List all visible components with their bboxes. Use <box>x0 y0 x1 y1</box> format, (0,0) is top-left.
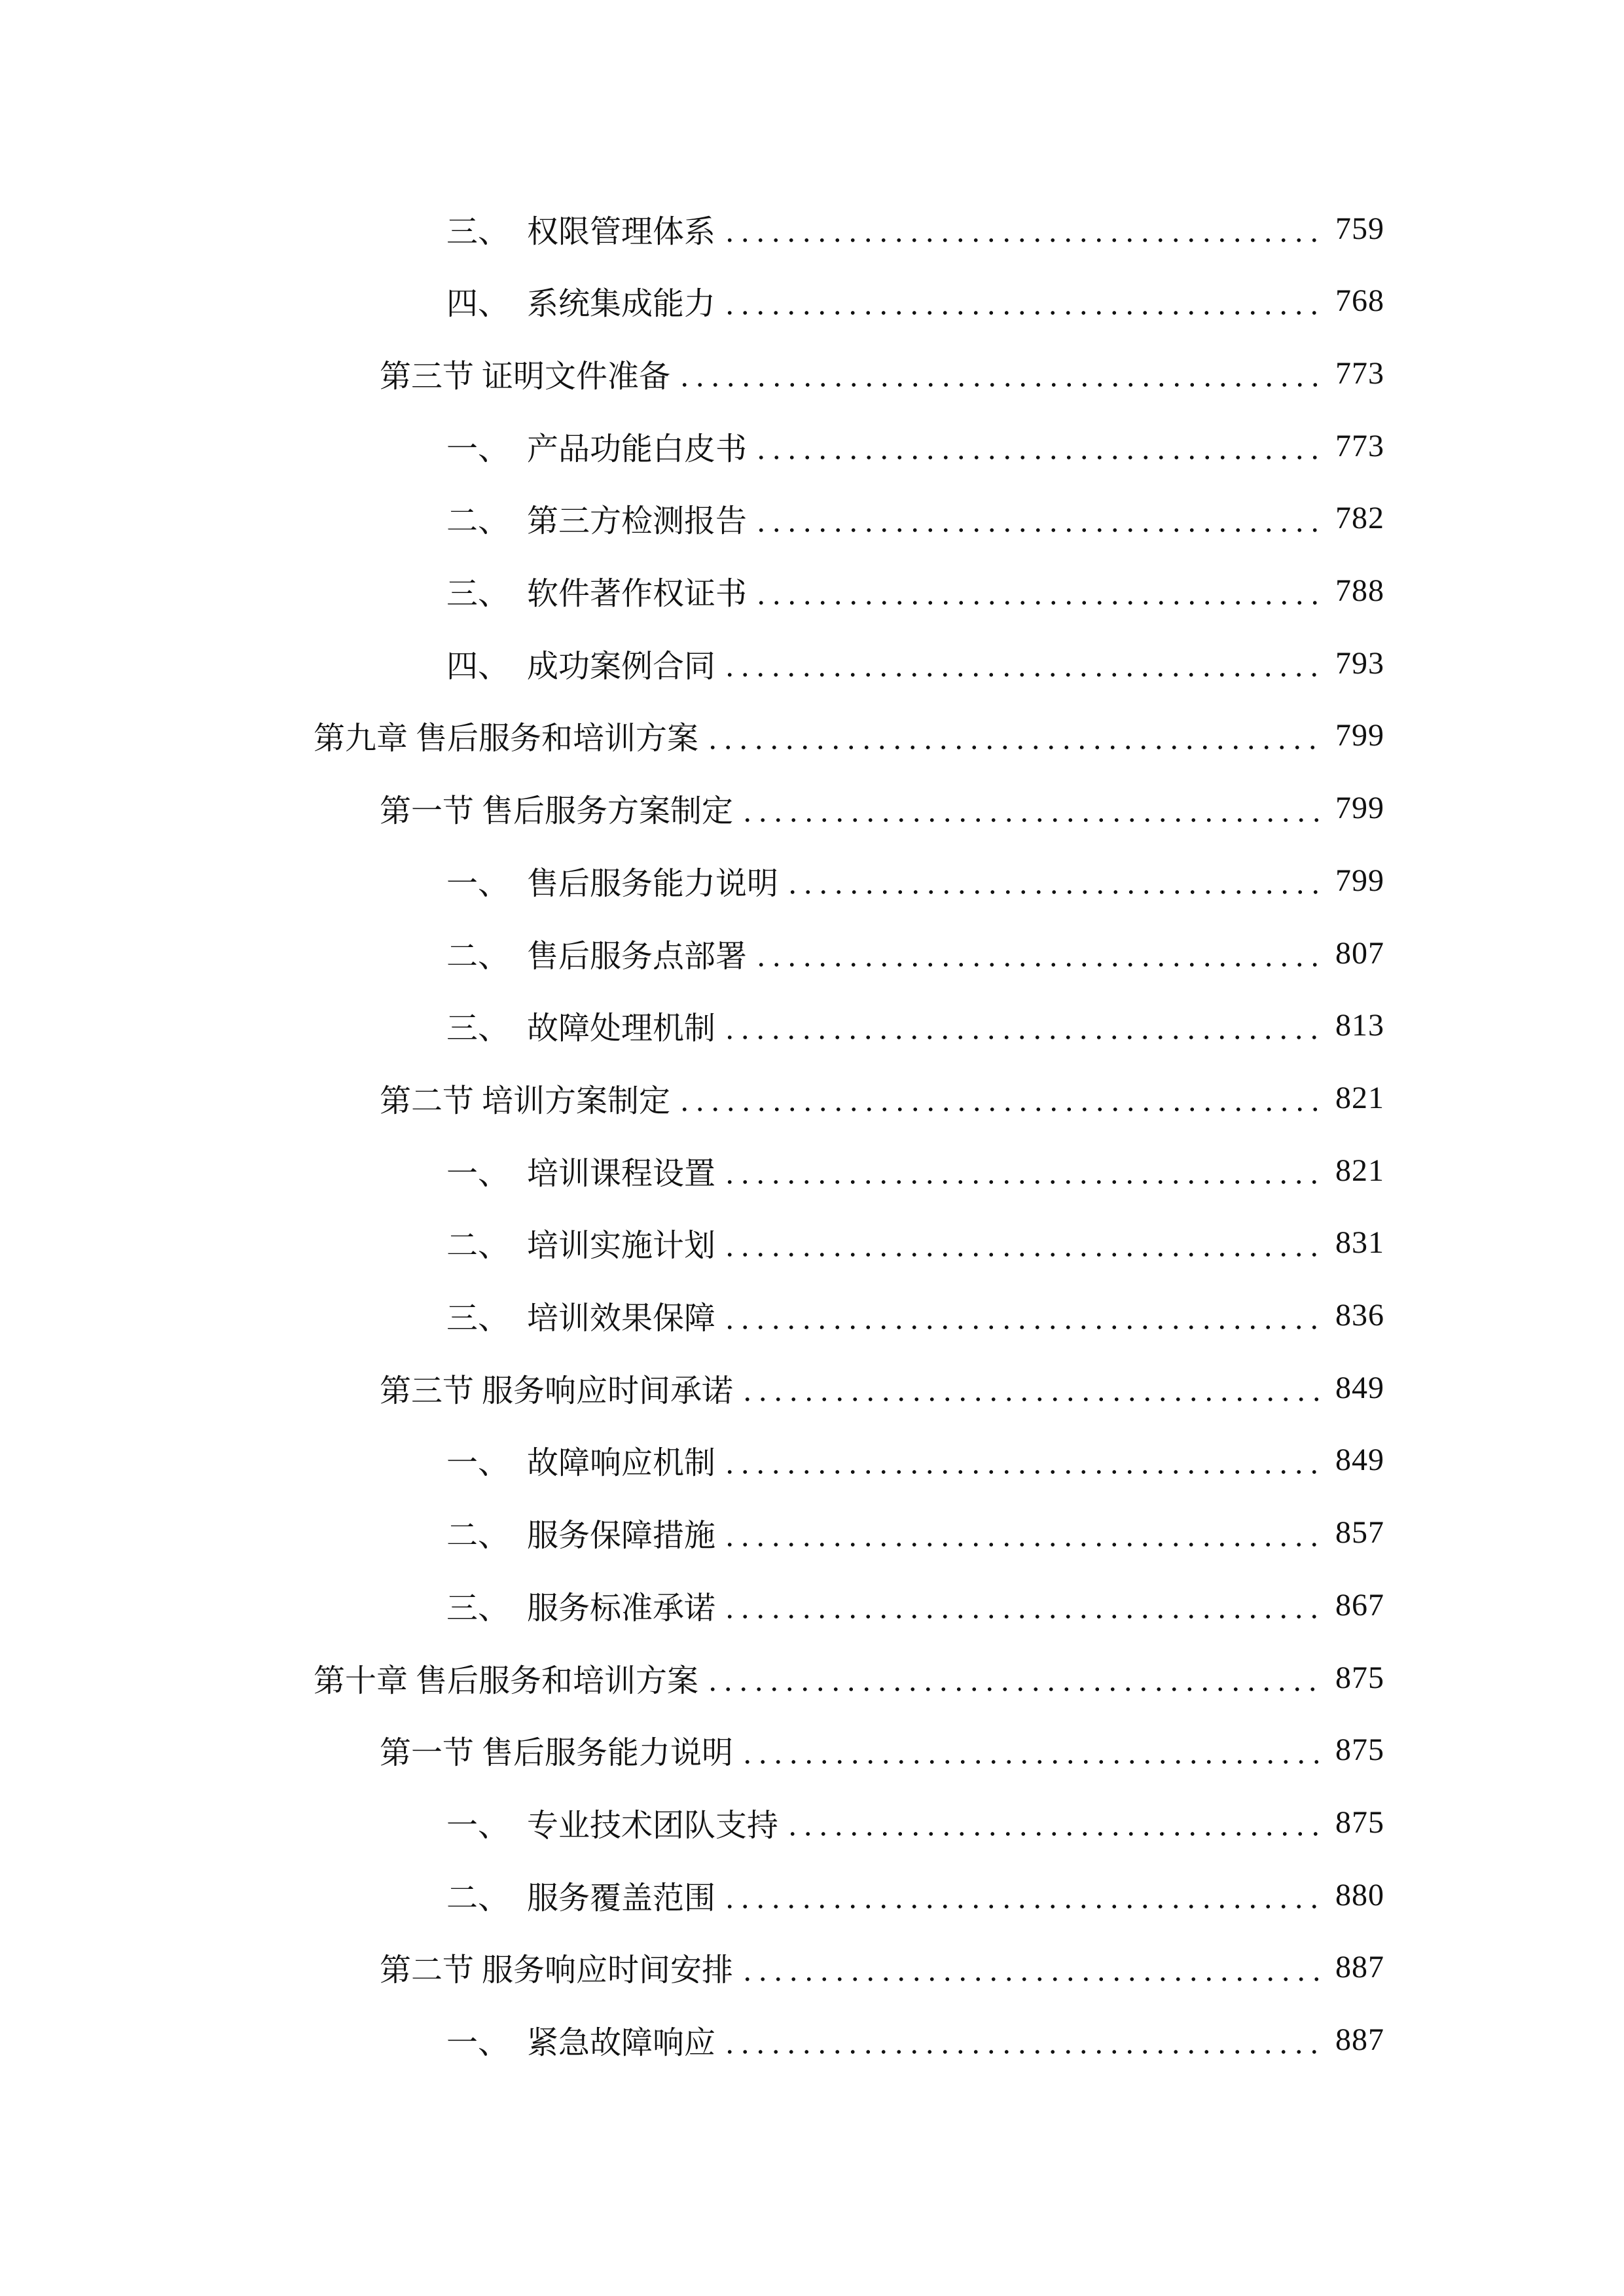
toc-entry[interactable] <box>0 1507 1384 1559</box>
toc-entry-title: 售后服务能力说明 <box>527 866 779 901</box>
toc-entry[interactable] <box>0 854 1384 906</box>
toc-entry[interactable] <box>0 927 1384 979</box>
toc-entry-number: 二、 <box>446 1880 510 1916</box>
dot-leader <box>785 1806 1326 1838</box>
toc-entry-title: 第二节 服务响应时间安排 <box>380 1953 734 1988</box>
toc-entry-page: 799 <box>1335 863 1384 898</box>
toc-entry-page: 880 <box>1335 1877 1384 1912</box>
dot-leader <box>753 503 1326 534</box>
dot-leader <box>740 1372 1326 1403</box>
toc-entry-number: 三、 <box>446 214 510 249</box>
toc-entry-number: 二、 <box>446 1518 510 1554</box>
toc-entry-page: 831 <box>1335 1225 1384 1261</box>
toc-entry-title: 产品功能白皮书 <box>527 431 748 467</box>
dot-leader <box>705 1662 1326 1693</box>
dot-leader <box>677 1082 1326 1113</box>
toc-entry-number: 一、 <box>446 2026 510 2060</box>
dot-leader <box>722 1300 1326 1331</box>
toc-entry-number: 三、 <box>446 577 510 611</box>
toc-entry-title: 第九章 售后服务和培训方案 <box>314 721 699 757</box>
dot-leader <box>705 720 1326 751</box>
toc-entry-page: 788 <box>1335 573 1384 608</box>
dot-leader <box>722 1879 1326 1910</box>
toc-entry[interactable] <box>0 1434 1384 1486</box>
dot-leader <box>722 1227 1326 1259</box>
dot-leader <box>722 1589 1326 1621</box>
toc-entry[interactable] <box>0 1724 1384 1776</box>
toc-entry-page: 807 <box>1335 935 1384 971</box>
toc-entry-number: 四、 <box>446 649 510 684</box>
toc-entry-number: 二、 <box>446 939 510 974</box>
dot-leader <box>722 213 1326 244</box>
toc-entry[interactable] <box>0 1869 1384 1921</box>
toc-entry-title: 第三节 服务响应时间承诺 <box>380 1373 734 1408</box>
dot-leader <box>740 793 1326 824</box>
toc-entry[interactable] <box>0 202 1384 255</box>
toc-entry-title: 系统集成能力 <box>527 287 716 322</box>
dot-leader <box>753 937 1326 969</box>
toc-entry-title: 紧急故障响应 <box>527 2026 716 2060</box>
toc-entry[interactable] <box>0 275 1384 327</box>
toc-entry[interactable] <box>0 1071 1384 1124</box>
toc-entry-title: 服务保障措施 <box>527 1518 716 1554</box>
toc-entry-page: 799 <box>1335 718 1384 753</box>
toc-entry-page: 768 <box>1335 283 1384 319</box>
toc-entry-page: 849 <box>1335 1443 1384 1478</box>
dot-leader <box>740 1734 1326 1766</box>
toc-entry-page: 836 <box>1335 1298 1384 1333</box>
dot-leader <box>722 1444 1326 1476</box>
toc-entry-number: 一、 <box>446 866 510 901</box>
toc-entry[interactable] <box>0 420 1384 472</box>
toc-entry-title: 成功案例合同 <box>527 649 716 684</box>
toc-entry-page: 773 <box>1335 355 1384 391</box>
toc-entry-page: 799 <box>1335 791 1384 826</box>
toc-entry[interactable] <box>0 492 1384 545</box>
toc-entry-title: 软件著作权证书 <box>527 577 748 611</box>
toc-entry[interactable] <box>0 1217 1384 1269</box>
toc-entry[interactable] <box>0 637 1384 689</box>
dot-leader <box>722 2024 1326 2056</box>
toc-entry[interactable] <box>0 782 1384 834</box>
dot-leader <box>722 1155 1326 1186</box>
dot-leader <box>722 285 1326 317</box>
toc-entry-page: 813 <box>1335 1008 1384 1043</box>
toc-entry-title: 售后服务点部署 <box>527 939 748 974</box>
toc-entry-title: 培训实施计划 <box>527 1229 716 1264</box>
dot-leader <box>722 647 1326 679</box>
toc-entry-page: 875 <box>1335 1732 1384 1768</box>
toc-entry-title: 故障响应机制 <box>527 1446 716 1481</box>
toc-entry-title: 第一节 售后服务能力说明 <box>380 1736 734 1771</box>
toc-entry-title: 服务覆盖范围 <box>527 1880 716 1916</box>
toc-entry-title: 第二节 培训方案制定 <box>380 1083 671 1119</box>
toc-entry[interactable] <box>0 1941 1384 1994</box>
toc-entry-number: 一、 <box>446 1156 510 1191</box>
toc-entry[interactable] <box>0 709 1384 762</box>
toc-entry[interactable] <box>0 1579 1384 1631</box>
toc-entry-page: 821 <box>1335 1153 1384 1188</box>
toc-entry[interactable] <box>0 999 1384 1052</box>
toc-entry-number: 一、 <box>446 1446 510 1481</box>
toc-entry-number: 三、 <box>446 1011 510 1047</box>
toc-entry-title: 第十章 售后服务和培训方案 <box>314 1663 699 1698</box>
toc-entry[interactable] <box>0 565 1384 617</box>
toc-entry[interactable] <box>0 1361 1384 1414</box>
toc-entry-number: 二、 <box>446 1229 510 1264</box>
toc-entry-title: 第一节 售后服务方案制定 <box>380 794 734 829</box>
toc-entry-title: 培训课程设置 <box>527 1156 716 1191</box>
toc-entry-page: 867 <box>1335 1587 1384 1623</box>
dot-leader <box>740 1952 1326 1983</box>
toc-entry-title: 故障处理机制 <box>527 1011 716 1047</box>
toc-entry-page: 793 <box>1335 645 1384 681</box>
toc-entry-number: 三、 <box>446 1301 510 1336</box>
dot-leader <box>722 1010 1326 1041</box>
dot-leader <box>722 1517 1326 1549</box>
toc-entry-title: 专业技术团队支持 <box>527 1808 779 1843</box>
dot-leader <box>753 430 1326 461</box>
toc-entry-title: 服务标准承诺 <box>527 1590 716 1626</box>
toc-entry-number: 三、 <box>446 1590 510 1626</box>
toc-entry-title: 第三方检测报告 <box>527 504 748 539</box>
toc-entry-number: 四、 <box>446 287 510 322</box>
toc-entry-page: 857 <box>1335 1515 1384 1551</box>
toc-entry-page: 887 <box>1335 2022 1384 2057</box>
toc-entry-number: 二、 <box>446 504 510 539</box>
dot-leader <box>753 575 1326 607</box>
toc-entry[interactable] <box>0 347 1384 399</box>
dot-leader <box>785 865 1326 896</box>
toc-entry-title: 培训效果保障 <box>527 1301 716 1336</box>
toc-entry-page: 782 <box>1335 501 1384 536</box>
toc-entry[interactable] <box>0 2014 1384 2066</box>
toc-entry[interactable] <box>0 1289 1384 1342</box>
toc-entry-number: 一、 <box>446 431 510 467</box>
toc-entry-page: 887 <box>1335 1950 1384 1985</box>
toc-entry-page: 821 <box>1335 1080 1384 1115</box>
toc-entry[interactable] <box>0 1144 1384 1196</box>
toc-entry-page: 759 <box>1335 211 1384 246</box>
toc-entry[interactable] <box>0 1796 1384 1848</box>
toc-entry-title: 权限管理体系 <box>527 214 716 249</box>
toc-entry-number: 一、 <box>446 1808 510 1843</box>
toc-entry-page: 875 <box>1335 1804 1384 1840</box>
toc-entry-page: 875 <box>1335 1660 1384 1695</box>
toc-entry-page: 773 <box>1335 428 1384 463</box>
dot-leader <box>677 357 1326 389</box>
toc-entry[interactable] <box>0 1651 1384 1704</box>
toc-entry-title: 第三节 证明文件准备 <box>380 359 671 394</box>
toc-entry-page: 849 <box>1335 1370 1384 1405</box>
